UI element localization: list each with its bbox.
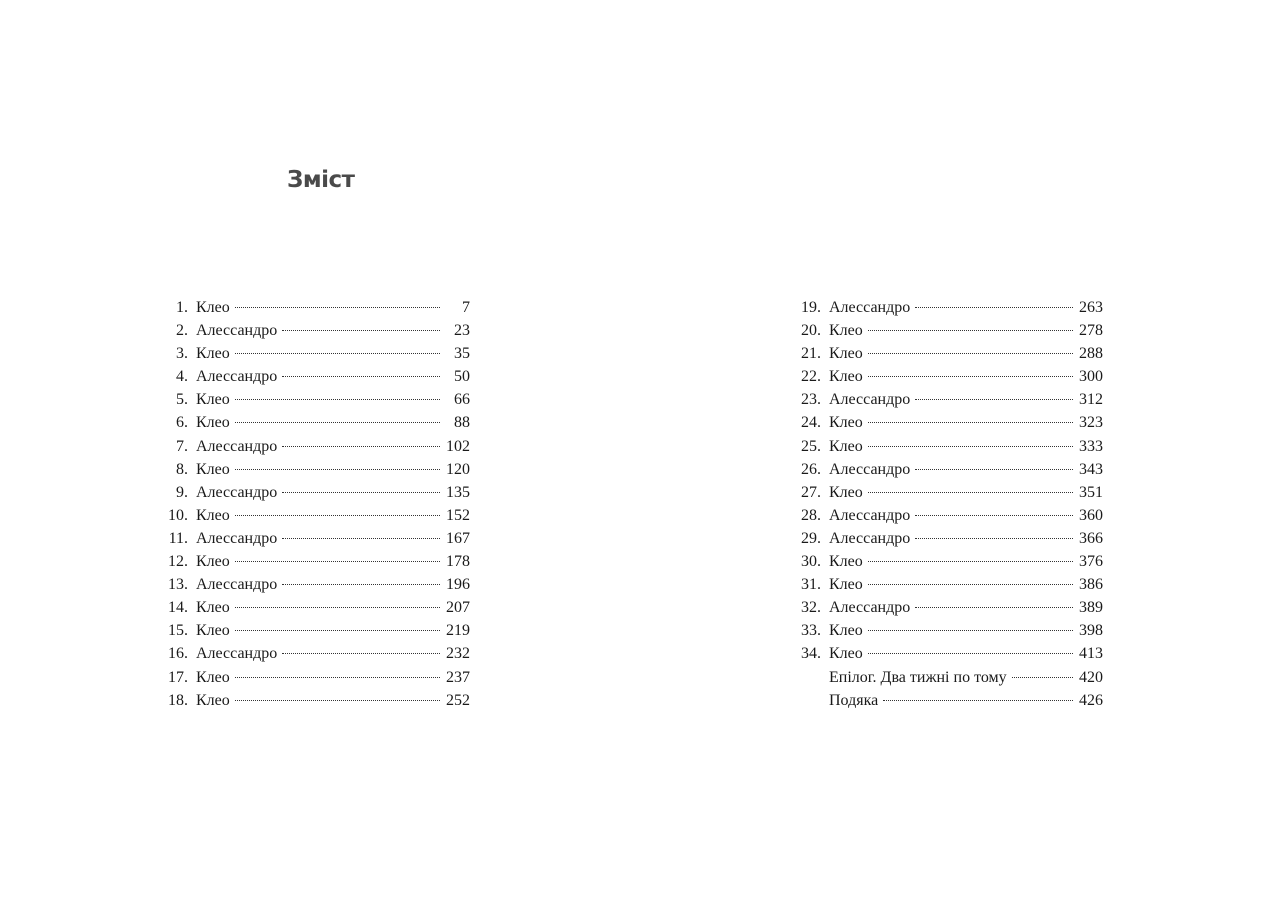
toc-entry-page: 333	[1079, 437, 1103, 455]
toc-dot-leader	[915, 515, 1073, 516]
toc-dot-leader	[868, 653, 1073, 654]
toc-dot-leader	[235, 677, 440, 678]
toc-entry-page: 252	[446, 691, 470, 709]
toc-entry-page: 343	[1079, 460, 1103, 478]
toc-entry-title: Клео	[196, 691, 230, 709]
toc-entry-number: 20.	[801, 322, 821, 340]
toc-entry-page: 135	[446, 483, 470, 501]
toc-entry	[160, 342, 470, 365]
toc-entry-number: 24.	[801, 414, 821, 432]
toc-entry-title: Епілог. Два тижні по тому	[829, 668, 1007, 686]
toc-entry-title: Клео	[196, 506, 230, 524]
toc-entry	[160, 689, 470, 712]
toc-entry-title: Клео	[829, 437, 863, 455]
toc-dot-leader	[282, 492, 440, 493]
toc-entry-page: 376	[1079, 553, 1103, 571]
toc-entry-number: 8.	[176, 460, 188, 478]
toc-entry-title: Клео	[829, 576, 863, 594]
toc-entry-title: Клео	[829, 414, 863, 432]
toc-dot-leader	[282, 538, 440, 539]
toc-dot-leader	[868, 492, 1073, 493]
toc-entry-title: Алессандро	[196, 322, 278, 340]
toc-entry	[160, 365, 470, 388]
toc-entry-title: Алессандро	[196, 437, 278, 455]
toc-entry	[160, 296, 470, 319]
toc-dot-leader	[235, 700, 440, 701]
toc-entry-title: Алессандро	[829, 391, 911, 409]
toc-entry	[160, 411, 470, 434]
toc-entry-title: Алессандро	[829, 506, 911, 524]
toc-dot-leader	[235, 469, 440, 470]
toc-dot-leader	[915, 607, 1073, 608]
toc-entry-page: 398	[1079, 622, 1103, 640]
toc-entry-page: 102	[446, 437, 470, 455]
toc-entry-number: 3.	[176, 345, 188, 363]
toc-entry	[793, 296, 1103, 319]
toc-entry-title: Клео	[829, 645, 863, 663]
toc-entry-title: Клео	[196, 599, 230, 617]
toc-entry-title: Алессандро	[196, 576, 278, 594]
toc-dot-leader	[868, 376, 1073, 377]
toc-entry-page: 420	[1079, 668, 1103, 686]
toc-entry-number: 18.	[168, 691, 188, 709]
toc-entry-title: Клео	[196, 414, 230, 432]
toc-entry-page: 288	[1079, 345, 1103, 363]
toc-entry-page: 263	[1079, 299, 1103, 316]
toc-entry	[160, 435, 470, 458]
toc-entry-number: 10.	[168, 506, 188, 524]
toc-dot-leader	[915, 307, 1073, 308]
toc-entry-title: Клео	[196, 345, 230, 363]
toc-entry-title: Клео	[196, 622, 230, 640]
toc-dot-leader	[868, 422, 1073, 423]
toc-entry-title: Клео	[196, 299, 230, 316]
toc-entry	[793, 642, 1103, 665]
toc-entry-number: 26.	[801, 460, 821, 478]
toc-entry	[793, 550, 1103, 573]
toc-entry	[793, 435, 1103, 458]
toc-entry	[793, 342, 1103, 365]
toc-entry-page: 389	[1079, 599, 1103, 617]
toc-entry-title: Клео	[196, 553, 230, 571]
toc-dot-leader	[235, 561, 440, 562]
toc-entry	[160, 642, 470, 665]
toc-dot-leader	[282, 653, 440, 654]
toc-entry-title: Алессандро	[829, 599, 911, 617]
toc-entry	[160, 596, 470, 619]
toc-entry	[793, 365, 1103, 388]
toc-entry-page: 386	[1079, 576, 1103, 594]
toc-entry-page: 178	[446, 553, 470, 571]
toc-entry-title: Клео	[829, 553, 863, 571]
toc-entry-number: 32.	[801, 599, 821, 617]
toc-entry-page: 360	[1079, 506, 1103, 524]
toc-entry	[793, 319, 1103, 342]
toc-entry-page: 351	[1079, 483, 1103, 501]
toc-entry-page: 167	[446, 529, 470, 547]
toc-left-column	[160, 296, 470, 712]
toc-entry-page: 196	[446, 576, 470, 594]
toc-dot-leader	[1012, 677, 1073, 678]
toc-dot-leader	[868, 584, 1073, 585]
toc-dot-leader	[235, 422, 440, 423]
toc-entry	[160, 666, 470, 689]
toc-entry-number: 19.	[801, 299, 821, 316]
toc-right-column	[793, 296, 1103, 712]
toc-entry-title: Алессандро	[829, 529, 911, 547]
toc-entry-title: Клео	[829, 322, 863, 340]
toc-dot-leader	[235, 353, 440, 354]
toc-entry-title: Клео	[829, 622, 863, 640]
toc-entry-page: 312	[1079, 391, 1103, 409]
toc-entry-page: 152	[446, 506, 470, 524]
toc-dot-leader	[915, 469, 1073, 470]
toc-entry-number: 1.	[176, 299, 188, 316]
toc-dot-leader	[915, 399, 1073, 400]
toc-entry-page: 426	[1079, 691, 1103, 709]
toc-entry-page: 7	[462, 299, 470, 316]
toc-entry-number: 29.	[801, 529, 821, 547]
toc-entry-number: 17.	[168, 668, 188, 686]
toc-dot-leader	[282, 376, 440, 377]
toc-entry-number: 5.	[176, 391, 188, 409]
toc-dot-leader	[282, 584, 440, 585]
toc-entry-title: Клео	[196, 460, 230, 478]
toc-entry-number: 9.	[176, 483, 188, 501]
toc-entry-page: 232	[446, 645, 470, 663]
toc-entry-number: 23.	[801, 391, 821, 409]
toc-entry	[160, 550, 470, 573]
toc-entry	[160, 619, 470, 642]
toc-entry-number: 13.	[168, 576, 188, 594]
toc-entry-number: 2.	[176, 322, 188, 340]
toc-dot-leader	[235, 630, 440, 631]
toc-dot-leader	[868, 330, 1073, 331]
toc-entry-page: 366	[1079, 529, 1103, 547]
toc-entry	[160, 481, 470, 504]
toc-entry-page: 120	[446, 460, 470, 478]
toc-entry-number: 22.	[801, 368, 821, 386]
toc-entry-number: 21.	[801, 345, 821, 363]
toc-dot-leader	[868, 353, 1073, 354]
toc-entry-number: 15.	[168, 622, 188, 640]
toc-entry	[793, 573, 1103, 596]
toc-entry-page: 300	[1079, 368, 1103, 386]
toc-entry-title: Клео	[829, 483, 863, 501]
toc-entry-title: Клео	[829, 345, 863, 363]
toc-dot-leader	[235, 307, 440, 308]
toc-entry-title: Алессандро	[829, 460, 911, 478]
toc-entry-number: 30.	[801, 553, 821, 571]
toc-entry-number: 14.	[168, 599, 188, 617]
toc-entry	[793, 619, 1103, 642]
toc-entry-title: Клео	[829, 368, 863, 386]
toc-entry-number: 27.	[801, 483, 821, 501]
toc-dot-leader	[235, 515, 440, 516]
toc-entry	[793, 689, 1103, 712]
toc-entry-number: 4.	[176, 368, 188, 386]
toc-entry	[793, 411, 1103, 434]
toc-entry-number: 31.	[801, 576, 821, 594]
toc-entry	[160, 319, 470, 342]
toc-entry	[160, 458, 470, 481]
toc-entry-number: 33.	[801, 622, 821, 640]
toc-entry-number: 16.	[168, 645, 188, 663]
toc-entry-page: 323	[1079, 414, 1103, 432]
toc-entry	[160, 504, 470, 527]
toc-entry-number: 34.	[801, 645, 821, 663]
toc-entry	[793, 666, 1103, 689]
toc-entry-page: 278	[1079, 322, 1103, 340]
toc-dot-leader	[868, 561, 1073, 562]
toc-dot-leader	[868, 446, 1073, 447]
toc-entry-title: Алессандро	[196, 645, 278, 663]
toc-entry-number: 6.	[176, 414, 188, 432]
toc-dot-leader	[915, 538, 1073, 539]
toc-entry	[160, 388, 470, 411]
toc-entry-page: 88	[454, 414, 470, 432]
toc-entry-title: Подяка	[829, 691, 879, 709]
toc-entry-number: 28.	[801, 506, 821, 524]
toc-entry-number: 11.	[168, 529, 188, 547]
toc-entry	[793, 388, 1103, 411]
toc-entry-page: 413	[1079, 645, 1103, 663]
toc-entry-title: Алессандро	[196, 529, 278, 547]
toc-dot-leader	[883, 700, 1073, 701]
toc-entry-title: Клео	[196, 668, 230, 686]
toc-entry	[793, 596, 1103, 619]
toc-entry-number: 7.	[176, 437, 188, 455]
toc-entry	[793, 527, 1103, 550]
toc-entry-page: 50	[454, 368, 470, 386]
toc-dot-leader	[282, 446, 440, 447]
toc-entry-title: Алессандро	[196, 368, 278, 386]
toc-entry-page: 35	[454, 345, 470, 363]
toc-entry-page: 66	[454, 391, 470, 409]
toc-dot-leader	[868, 630, 1073, 631]
toc-dot-leader	[235, 399, 440, 400]
toc-entry-number: 25.	[801, 437, 821, 455]
toc-entry	[793, 504, 1103, 527]
toc-entry	[160, 527, 470, 550]
toc-entry-page: 207	[446, 599, 470, 617]
toc-entry	[160, 573, 470, 596]
toc-dot-leader	[235, 607, 440, 608]
toc-entry-page: 219	[446, 622, 470, 640]
toc-entry-title: Клео	[196, 391, 230, 409]
toc-entry-number: 12.	[168, 553, 188, 571]
toc-entry	[793, 481, 1103, 504]
page-title: Зміст	[287, 167, 355, 193]
toc-entry-page: 23	[454, 322, 470, 340]
toc-entry-page: 237	[446, 668, 470, 686]
toc-dot-leader	[282, 330, 440, 331]
toc-entry	[793, 458, 1103, 481]
toc-entry-title: Алессандро	[196, 483, 278, 501]
toc-entry-title: Алессандро	[829, 299, 911, 316]
